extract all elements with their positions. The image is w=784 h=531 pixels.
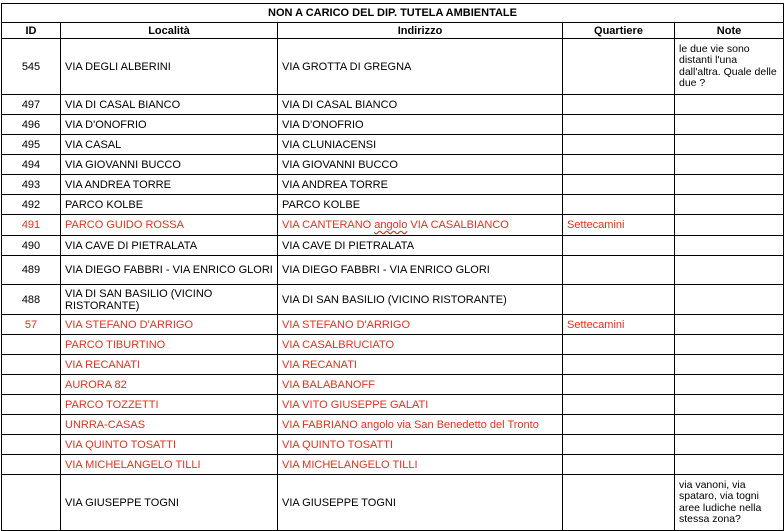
cell-localita: VIA DIEGO FABBRI - VIA ENRICO GLORI — [61, 256, 278, 285]
cell-localita: VIA D'ONOFRIO — [61, 115, 278, 135]
cell-localita: VIA GIOVANNI BUCCO — [61, 155, 278, 175]
cell-indirizzo: VIA CAVE DI PIETRALATA — [278, 236, 563, 256]
table-row — [2, 285, 784, 315]
cell-localita: VIA CASAL — [61, 135, 278, 155]
cell-quartiere — [563, 455, 675, 475]
cell-quartiere — [563, 475, 675, 531]
cell-id — [2, 435, 61, 455]
cell-id — [2, 415, 61, 435]
table-title-row — [2, 4, 784, 23]
table-row — [2, 115, 784, 135]
cell-quartiere — [563, 135, 675, 155]
cell-note: via vanoni, via spataro, via togni aree ludiche nella stessa zona? — [675, 475, 784, 531]
table-title: NON A CARICO DEL DIP. TUTELA AMBIENTALE — [2, 4, 784, 23]
cell-note — [675, 115, 784, 135]
cell-id — [2, 375, 61, 395]
cell-indirizzo: VIA GIOVANNI BUCCO — [278, 155, 563, 175]
cell-note — [675, 236, 784, 256]
cell-quartiere: Settecamini — [563, 315, 675, 335]
cell-localita: VIA RECANATI — [61, 355, 278, 375]
cell-quartiere — [563, 175, 675, 195]
table-row — [2, 415, 784, 435]
data-table — [1, 3, 784, 531]
table-row — [2, 195, 784, 215]
table-row — [2, 215, 784, 236]
cell-quartiere — [563, 375, 675, 395]
cell-quartiere — [563, 195, 675, 215]
cell-indirizzo: VIA STEFANO D'ARRIGO — [278, 315, 563, 335]
cell-localita: VIA DI SAN BASILIO (VICINO RISTORANTE) — [61, 285, 278, 315]
cell-id: 491 — [2, 215, 61, 236]
cell-id: 489 — [2, 256, 61, 285]
header-note: Note — [675, 23, 784, 39]
cell-localita: PARCO KOLBE — [61, 195, 278, 215]
cell-indirizzo: VIA DI SAN BASILIO (VICINO RISTORANTE) — [278, 285, 563, 315]
table-row — [2, 315, 784, 335]
cell-indirizzo: VIA VITO GIUSEPPE GALATI — [278, 395, 563, 415]
cell-id: 492 — [2, 195, 61, 215]
cell-localita: UNRRA-CASAS — [61, 415, 278, 435]
cell-quartiere — [563, 335, 675, 355]
cell-quartiere — [563, 415, 675, 435]
cell-id: 494 — [2, 155, 61, 175]
cell-indirizzo: VIA FABRIANO angolo via San Benedetto del Tronto — [278, 415, 563, 435]
header-id: ID — [2, 23, 61, 39]
cell-indirizzo: VIA CANTERANO angolo VIA CASALBIANCO — [278, 215, 563, 236]
cell-note — [675, 195, 784, 215]
cell-id — [2, 335, 61, 355]
cell-localita: VIA CAVE DI PIETRALATA — [61, 236, 278, 256]
table-row — [2, 95, 784, 115]
cell-id: 495 — [2, 135, 61, 155]
cell-quartiere — [563, 236, 675, 256]
cell-quartiere — [563, 155, 675, 175]
cell-quartiere — [563, 435, 675, 455]
cell-note — [675, 315, 784, 335]
table-row — [2, 39, 784, 95]
cell-localita: VIA QUINTO TOSATTI — [61, 435, 278, 455]
cell-id: 57 — [2, 315, 61, 335]
cell-id: 488 — [2, 285, 61, 315]
table-row — [2, 236, 784, 256]
cell-indirizzo: VIA GIUSEPPE TOGNI — [278, 475, 563, 531]
table-row — [2, 375, 784, 395]
cell-indirizzo: VIA GROTTA DI GREGNA — [278, 39, 563, 95]
cell-localita: VIA ANDREA TORRE — [61, 175, 278, 195]
table-row — [2, 455, 784, 475]
cell-indirizzo: VIA RECANATI — [278, 355, 563, 375]
cell-id — [2, 475, 61, 531]
cell-localita: VIA GIUSEPPE TOGNI — [61, 475, 278, 531]
cell-id: 490 — [2, 236, 61, 256]
cell-note — [675, 355, 784, 375]
cell-note — [675, 285, 784, 315]
table-row — [2, 155, 784, 175]
cell-quartiere — [563, 395, 675, 415]
cell-quartiere — [563, 95, 675, 115]
cell-quartiere: Settecamini — [563, 215, 675, 236]
cell-note — [675, 95, 784, 115]
cell-note — [675, 155, 784, 175]
cell-id: 493 — [2, 175, 61, 195]
cell-localita: PARCO TOZZETTI — [61, 395, 278, 415]
cell-note — [675, 335, 784, 355]
cell-indirizzo: VIA DI CASAL BIANCO — [278, 95, 563, 115]
cell-note — [675, 175, 784, 195]
cell-indirizzo: VIA D'ONOFRIO — [278, 115, 563, 135]
cell-quartiere — [563, 285, 675, 315]
cell-id: 497 — [2, 95, 61, 115]
cell-localita: PARCO GUIDO ROSSA — [61, 215, 278, 236]
header-quartiere: Quartiere — [563, 23, 675, 39]
cell-id — [2, 455, 61, 475]
cell-indirizzo: VIA ANDREA TORRE — [278, 175, 563, 195]
table-row — [2, 175, 784, 195]
table-row — [2, 335, 784, 355]
table-row — [2, 256, 784, 285]
cell-note — [675, 135, 784, 155]
cell-quartiere — [563, 355, 675, 375]
cell-id: 545 — [2, 39, 61, 95]
cell-localita: AURORA 82 — [61, 375, 278, 395]
cell-id — [2, 395, 61, 415]
cell-indirizzo: VIA CLUNIACENSI — [278, 135, 563, 155]
cell-localita: VIA DI CASAL BIANCO — [61, 95, 278, 115]
cell-note — [675, 435, 784, 455]
header-indirizzo: Indirizzo — [278, 23, 563, 39]
cell-note — [675, 415, 784, 435]
cell-note: le due vie sono distanti l'una dall'altra. Quale delle due ? — [675, 39, 784, 95]
table-row — [2, 355, 784, 375]
table-row — [2, 395, 784, 415]
cell-note — [675, 375, 784, 395]
cell-note — [675, 455, 784, 475]
cell-localita: VIA MICHELANGELO TILLI — [61, 455, 278, 475]
cell-note — [675, 256, 784, 285]
cell-localita: VIA DEGLI ALBERINI — [61, 39, 278, 95]
cell-indirizzo: VIA MICHELANGELO TILLI — [278, 455, 563, 475]
cell-quartiere — [563, 39, 675, 95]
cell-indirizzo: PARCO KOLBE — [278, 195, 563, 215]
cell-quartiere — [563, 256, 675, 285]
spellcheck-word: angolo — [374, 219, 408, 231]
cell-id — [2, 355, 61, 375]
cell-indirizzo: VIA CASALBRUCIATO — [278, 335, 563, 355]
cell-note — [675, 215, 784, 236]
cell-indirizzo: VIA QUINTO TOSATTI — [278, 435, 563, 455]
header-localita: Località — [61, 23, 278, 39]
cell-note — [675, 395, 784, 415]
table-row — [2, 135, 784, 155]
cell-localita: VIA STEFANO D'ARRIGO — [61, 315, 278, 335]
cell-indirizzo: VIA BALABANOFF — [278, 375, 563, 395]
cell-id: 496 — [2, 115, 61, 135]
cell-localita: PARCO TIBURTINO — [61, 335, 278, 355]
cell-indirizzo: VIA DIEGO FABBRI - VIA ENRICO GLORI — [278, 256, 563, 285]
cell-quartiere — [563, 115, 675, 135]
table-row — [2, 435, 784, 455]
header-row — [2, 23, 784, 39]
table-row — [2, 475, 784, 531]
